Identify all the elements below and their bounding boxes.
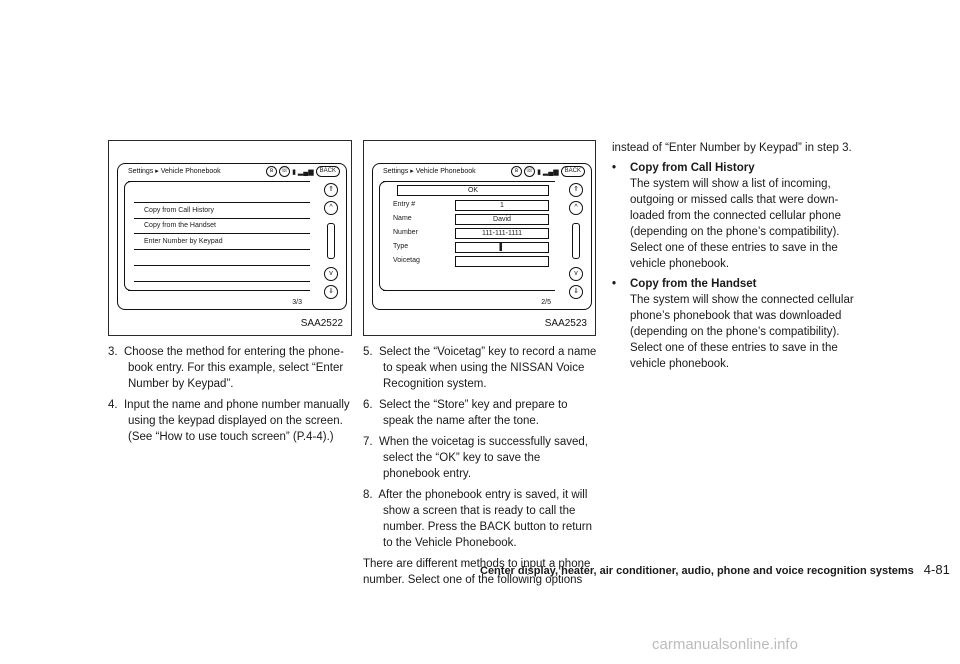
bullet-heading: Copy from the Handset bbox=[630, 278, 757, 290]
figure-saa2523 bbox=[363, 140, 596, 336]
back-button[interactable]: BACK bbox=[316, 166, 340, 177]
step-4: 4. Input the name and phone number manually using the keypad displayed on the screen. (See “How to use touch screen” (P.4-4).) bbox=[108, 399, 350, 443]
bullet-handset bbox=[612, 276, 856, 372]
back-button[interactable]: BACK bbox=[561, 166, 585, 177]
scroll-controls bbox=[322, 183, 340, 301]
name-field[interactable]: David bbox=[455, 214, 549, 225]
form-bracket bbox=[379, 181, 386, 291]
entry-number-label: Entry # bbox=[393, 201, 416, 208]
bluetooth-icon: ʙ bbox=[266, 166, 277, 177]
phone-icon: ☏ bbox=[524, 166, 535, 177]
column-1-text bbox=[108, 344, 354, 450]
type-label: Type bbox=[393, 243, 409, 250]
phone-icon: ☏ bbox=[279, 166, 290, 177]
status-bar bbox=[511, 166, 585, 177]
status-bar bbox=[266, 166, 340, 177]
voicetag-label: Voicetag bbox=[393, 257, 420, 264]
step-8: 8. After the phonebook entry is saved, it will show a screen that is ready to call the number. Press the BACK button to return to the Vehicle Phonebook. bbox=[363, 489, 593, 549]
voicetag-field[interactable] bbox=[455, 256, 549, 267]
step-5: 5. Select the “Voicetag” key to record a name to speak when using the NISSAN Voice Recognition system. bbox=[363, 346, 597, 390]
intro-line: instead of “Enter Number by Keypad” in step 3. bbox=[612, 142, 852, 154]
bullet-text: The system will show a list of incoming, outgoing or missed calls that were down-loaded from the connected cellular phone (depending on the phone’s compatibility). Select one of these entries to save in the vehicle phonebook. bbox=[630, 178, 841, 270]
watermark: carmanualsonline.info bbox=[652, 636, 798, 653]
entry-number-field[interactable]: 1 bbox=[455, 200, 549, 211]
column-3-text bbox=[612, 140, 856, 372]
menu-item-empty bbox=[134, 250, 310, 266]
list-bracket bbox=[124, 181, 131, 291]
page-footer bbox=[480, 562, 950, 577]
column-2-text bbox=[363, 344, 600, 588]
scroll-down-icon[interactable]: v bbox=[569, 267, 583, 281]
number-label: Number bbox=[393, 229, 418, 236]
ok-button[interactable]: OK bbox=[397, 185, 549, 196]
menu-item-copy-call-history[interactable]: Copy from Call History bbox=[134, 202, 310, 219]
scrollbar[interactable] bbox=[327, 223, 335, 259]
bluetooth-icon: ʙ bbox=[511, 166, 522, 177]
name-label: Name bbox=[393, 215, 412, 222]
scroll-up-icon[interactable]: ^ bbox=[324, 201, 338, 215]
battery-icon: ▮ bbox=[292, 168, 296, 176]
menu-item-empty bbox=[134, 266, 310, 282]
step-6: 6. Select the “Store” key and prepare to speak the name after the tone. bbox=[363, 399, 568, 427]
scroll-down-icon[interactable]: v bbox=[324, 267, 338, 281]
step-3: 3. Choose the method for entering the phone-book entry. For this example, select “Enter Number by Keypad”. bbox=[108, 346, 344, 390]
entry-form bbox=[383, 181, 555, 291]
battery-icon: ▮ bbox=[537, 168, 541, 176]
type-field[interactable]: ▌ bbox=[455, 242, 549, 253]
methods-paragraph: There are different methods to input a phone number. Select one of the following options bbox=[363, 558, 591, 586]
page-indicator: 3/3 bbox=[292, 299, 302, 306]
scrollbar[interactable] bbox=[572, 223, 580, 259]
phonebook-screen bbox=[117, 163, 347, 310]
figure-saa2522 bbox=[108, 140, 352, 336]
figure-label: SAA2523 bbox=[544, 318, 587, 329]
figure-label: SAA2522 bbox=[300, 318, 343, 329]
page-up-icon[interactable]: ⇑ bbox=[569, 183, 583, 197]
bullet-call-history bbox=[612, 160, 856, 272]
bullet-icon: • bbox=[612, 162, 617, 174]
signal-icon: ▂▄▆ bbox=[297, 168, 314, 176]
page-down-icon[interactable]: ⇓ bbox=[569, 285, 583, 299]
screen-title: Settings ▸ Vehicle Phonebook bbox=[128, 168, 221, 175]
page-indicator: 2/5 bbox=[541, 299, 551, 306]
page-number: 4-81 bbox=[923, 562, 950, 577]
menu-item-copy-handset[interactable]: Copy from the Handset bbox=[134, 218, 310, 234]
phonebook-entry-screen bbox=[372, 163, 592, 310]
section-title: Center display, heater, air conditioner, audio, phone and voice recognition systems bbox=[480, 565, 914, 577]
bullet-heading: Copy from Call History bbox=[630, 162, 755, 174]
bullet-text: The system will show the connected cellular phone’s phonebook that was downloaded (depending on the phone’s compatibility). Select one of these entries to save in the vehicle phonebook. bbox=[630, 294, 854, 370]
scroll-up-icon[interactable]: ^ bbox=[569, 201, 583, 215]
signal-icon: ▂▄▆ bbox=[542, 168, 559, 176]
step-7: 7. When the voicetag is successfully saved, select the “OK” key to save the phonebook entry. bbox=[363, 436, 588, 480]
page-up-icon[interactable]: ⇑ bbox=[324, 183, 338, 197]
number-field[interactable]: 111-111-1111 bbox=[455, 228, 549, 239]
menu-list bbox=[128, 181, 310, 291]
screen-title: Settings ▸ Vehicle Phonebook bbox=[383, 168, 476, 175]
page-down-icon[interactable]: ⇓ bbox=[324, 285, 338, 299]
scroll-controls bbox=[567, 183, 585, 301]
bullet-icon: • bbox=[612, 278, 617, 290]
menu-item-enter-keypad[interactable]: Enter Number by Keypad bbox=[134, 234, 310, 250]
